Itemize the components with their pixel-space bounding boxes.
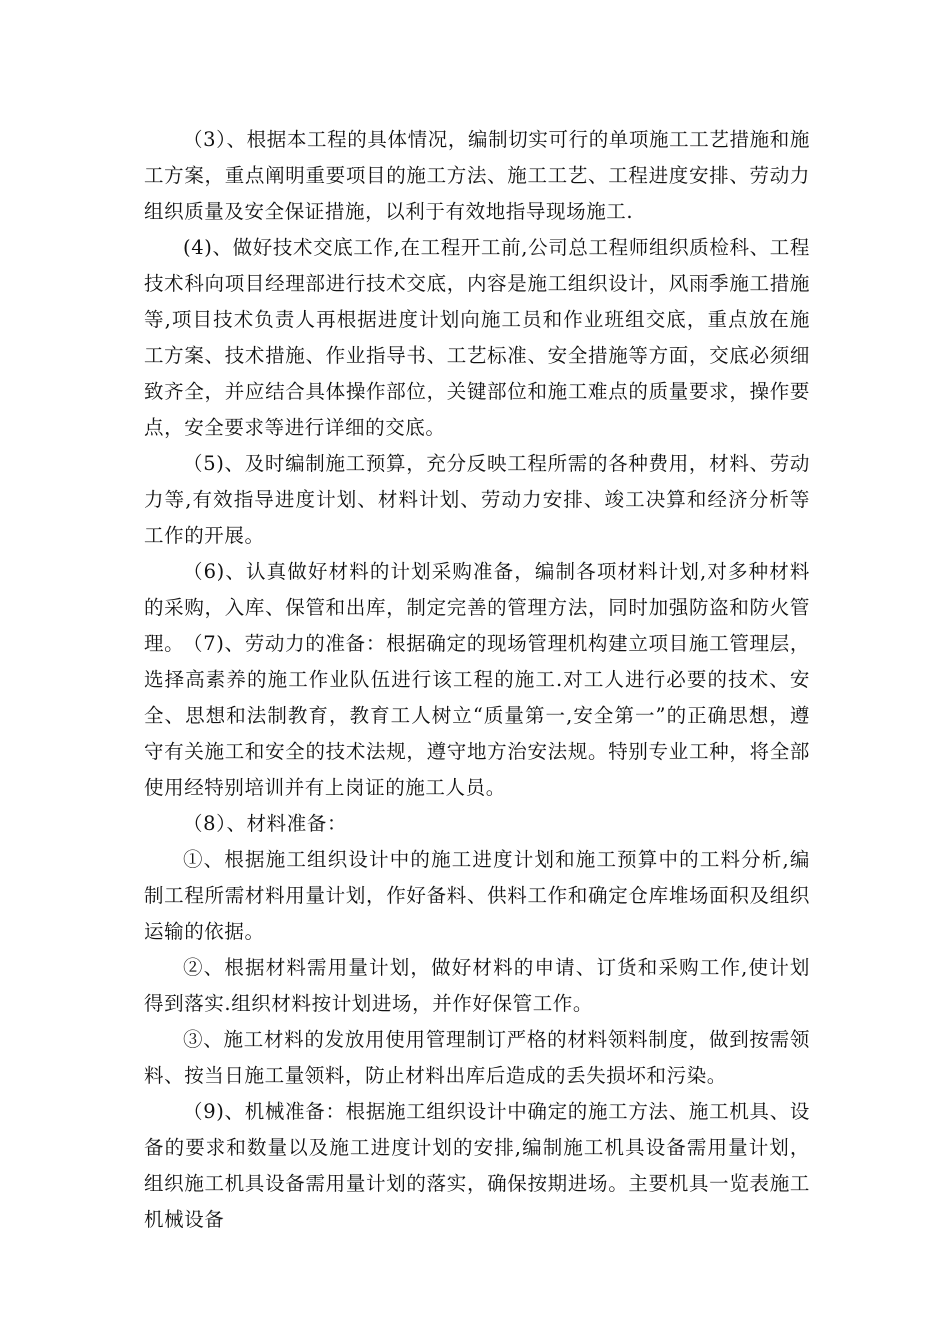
paragraph-8-item-3: ③、施工材料的发放用使用管理制订严格的材料领料制度，做到按需领料、按当日施工量领料，防止材料出库后造成的丢失损坏和污染。: [144, 1028, 810, 1087]
paragraph-6: （6)、认真做好材料的计划采购准备，编制各项材料计划,对多种材料的采购，入库、保管和出库，制定完善的管理方法，同时加强防盗和防火管理。: [144, 560, 810, 655]
paragraph-9: （9)、机械准备：根据施工组织设计中确定的施工方法、施工机具、设备的要求和数量以及施工进度计划的安排,编制施工机具设备需用量计划，组织施工机具设备需用量计划的落实，确保按期进场。主要机具一览表施工机械设备: [144, 1100, 810, 1231]
paragraph-3: （3）、根据本工程的具体情况，编制切实可行的单项施工工艺措施和施工方案，重点阐明重要项目的施工方法、施工工艺、工程进度安排、劳动力组织质量及安全保证措施，以利于有效地指导现场施工.: [144, 128, 810, 223]
paragraph-8-item-2: ②、根据材料需用量计划，做好材料的申请、订货和采购工作,使计划得到落实.组织材料按计划进场，并作好保管工作。: [144, 956, 810, 1015]
paragraph-4: (4)、做好技术交底工作,在工程开工前,公司总工程师组织质检科、工程技术科向项目经理部进行技术交底，内容是施工组织设计，风雨季施工措施等,项目技术负责人再根据进度计划向施工员和作业班组交底，重点放在施工方案、技术措施、作业指导书、工艺标准、安全措施等方面，交底必须细致齐全，并应结合具体操作部位，关键部位和施工难点的质量要求，操作要点，安全要求等进行详细的交底。: [144, 236, 810, 439]
paragraph-7: （7)、劳动力的准备：根据确定的现场管理机构建立项目施工管理层，选择高素养的施工作业队伍进行该工程的施工.对工人进行必要的技术、安全、思想和法制教育，教育工人树立“质量第一,安全第一”的正确思想，遵守有关施工和安全的技术法规，遵守地方治安法规。特别专业工种，将全部使用经特别培训并有上岗证的施工人员。: [144, 632, 810, 799]
paragraph-8-item-1: ①、根据施工组织设计中的施工进度计划和施工预算中的工料分析,编制工程所需材料用量计划，作好备料、供料工作和确定仓库堆场面积及组织运输的依据。: [144, 848, 810, 943]
paragraph-8: （8）、材料准备：: [183, 812, 348, 835]
paragraph-5: （5)、及时编制施工预算，充分反映工程所需的各种费用，材料、劳动力等,有效指导进度计划、材料计划、劳动力安排、竣工决算和经济分析等工作的开展。: [144, 452, 810, 547]
